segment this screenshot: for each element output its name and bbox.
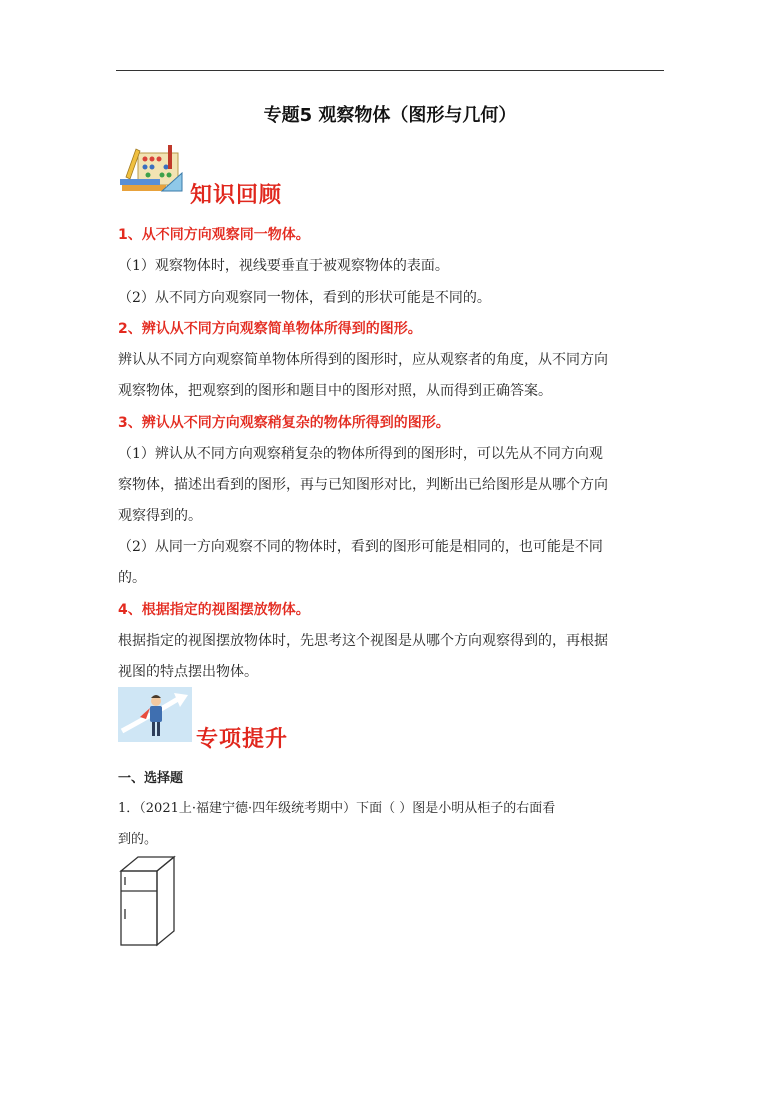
point-heading-1: 1、从不同方向观察同一物体。 xyxy=(118,227,310,243)
body-line: 辨认从不同方向观察简单物体所得到的图形时，应从观察者的角度，从不同方向 xyxy=(118,352,608,368)
body-line: 根据指定的视图摆放物体时，先思考这个视图是从哪个方向观察得到的，再根据 xyxy=(118,633,608,649)
body-line: （1）观察物体时，视线要垂直于被观察物体的表面。 xyxy=(118,258,449,274)
page-title: 专题5 观察物体（图形与几何） xyxy=(263,105,517,126)
question-1-line-1: 1．（2021上·福建宁德·四年级统考期中）下面（ ）图是小明从柜子的右面看 xyxy=(118,801,556,816)
body-line: 的。 xyxy=(118,570,146,586)
point-heading-4: 4、根据指定的视图摆放物体。 xyxy=(118,602,310,618)
body-line: （1）辨认从不同方向观察稍复杂的物体所得到的图形时，可以先从不同方向观 xyxy=(118,446,603,462)
body-line: 视图的特点摆出物体。 xyxy=(118,664,258,680)
growth-person-icon xyxy=(118,687,192,742)
point-heading-3: 3、辨认从不同方向观察稍复杂的物体所得到的图形。 xyxy=(118,415,450,431)
question-1-line-2: 到的。 xyxy=(118,832,158,847)
point-heading-2: 2、辨认从不同方向观察简单物体所得到的图形。 xyxy=(118,321,422,337)
body-line: 察物体，描述出看到的图形，再与已知图形对比，判断出已给图形是从哪个方向 xyxy=(118,477,608,493)
question-section-heading: 一、选择题 xyxy=(118,771,184,786)
cabinet-figure xyxy=(116,853,182,949)
body-line: （2）从不同方向观察同一物体，看到的形状可能是不同的。 xyxy=(118,290,491,306)
body-line: 观察物体，把观察到的图形和题目中的图形对照，从而得到正确答案。 xyxy=(118,383,552,399)
body-line: （2）从同一方向观察不同的物体时，看到的图形可能是相同的，也可能是不同 xyxy=(118,539,603,555)
body-line: 观察得到的。 xyxy=(118,508,202,524)
header-rule xyxy=(116,70,664,71)
section-title-review: 知识回顾 xyxy=(190,182,283,208)
section-title-practice: 专项提升 xyxy=(196,726,289,752)
stationery-icon xyxy=(118,143,184,195)
